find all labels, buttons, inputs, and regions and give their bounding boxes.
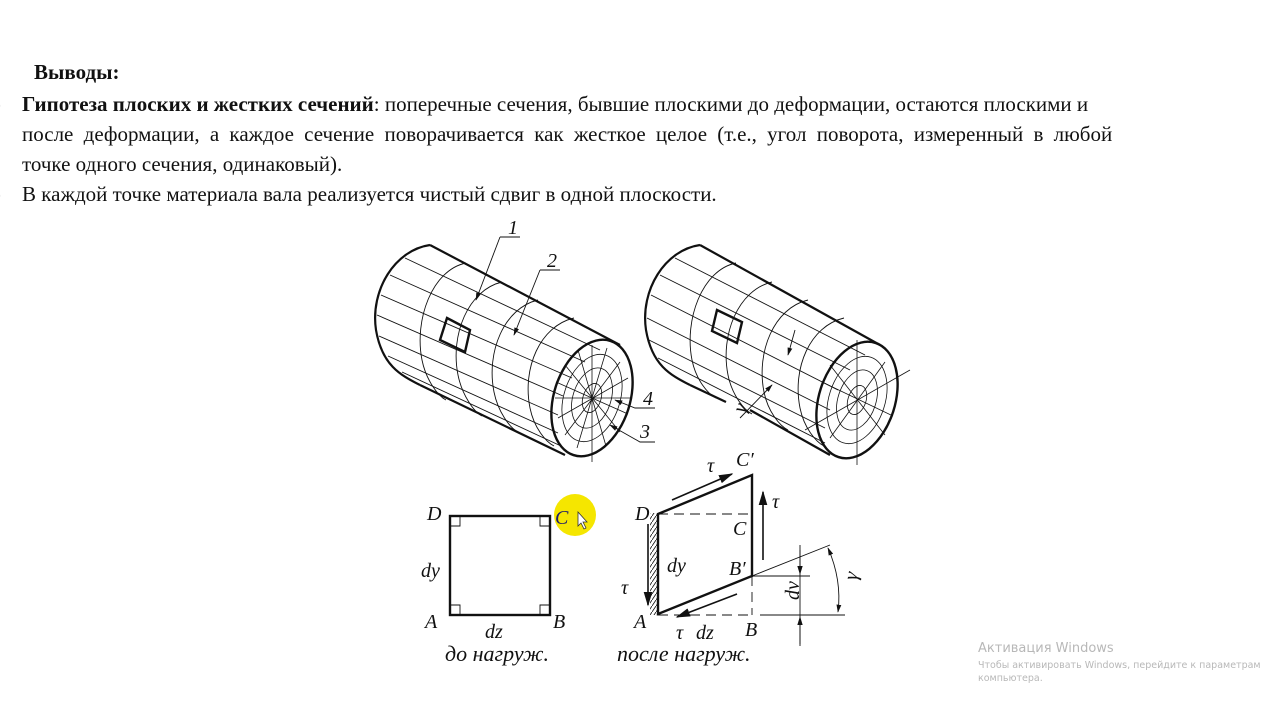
- windows-activation-watermark: [978, 641, 1261, 685]
- corner-B-after: B: [745, 619, 758, 641]
- gamma-label: γ: [728, 400, 752, 416]
- shear-text: В каждой точке материала вала реализуется чистый сдвиг в одной плоскости.: [22, 182, 717, 206]
- dz-label: dz: [485, 621, 503, 643]
- watermark-title: Активация Windows: [978, 641, 1114, 656]
- element-before: [450, 516, 550, 615]
- corner-D: D: [427, 503, 442, 525]
- tau-top: τ: [707, 455, 715, 477]
- corner-D-after: D: [635, 503, 650, 525]
- corner-C-after: C: [733, 518, 747, 540]
- dv-label: dv: [782, 581, 804, 600]
- hypothesis-text: : поперечные сечения, бывшие плоскими до деформации, остаются плоскими и: [373, 92, 1089, 116]
- hypothesis-title: Гипотеза плоских и жестких сечений: [22, 92, 374, 116]
- label-2: 2: [547, 250, 557, 272]
- tau-left: τ: [621, 577, 629, 599]
- label-1: 1: [508, 217, 518, 239]
- watermark-line1: Чтобы активировать Windows, перейдите к параметрам: [978, 660, 1261, 671]
- hypothesis-text-line3: точке одного сечения, одинаковый).: [22, 152, 343, 176]
- dy-label: dy: [421, 560, 440, 582]
- gamma-after: γ: [839, 570, 863, 582]
- caption-before: до нагруж.: [445, 641, 550, 666]
- caption-after: после нагруж.: [617, 641, 751, 666]
- corner-A-after: A: [634, 611, 647, 633]
- dy-label-after: dy: [667, 555, 686, 577]
- cylinder-after: [645, 245, 912, 469]
- watermark-line2: компьютера.: [978, 673, 1043, 684]
- conclusions-heading: Выводы:: [34, 60, 120, 84]
- label-4: 4: [643, 388, 653, 410]
- hypothesis-text-line2: после деформации, а каждое сечение поворачивается как жесткое целое (т.е., угол поворота, измеренный в любой: [22, 122, 1113, 146]
- label-3: 3: [640, 421, 650, 443]
- corner-Bprime: B′: [729, 558, 746, 580]
- corner-C: C: [555, 507, 569, 529]
- corner-B: B: [553, 611, 566, 633]
- tau-right: τ: [772, 491, 780, 513]
- tau-bottom: τ: [676, 622, 684, 644]
- corner-A: A: [425, 611, 438, 633]
- corner-Cprime: C′: [736, 449, 754, 471]
- dz-label-after: dz: [696, 622, 714, 644]
- cylinder-before: [375, 237, 655, 467]
